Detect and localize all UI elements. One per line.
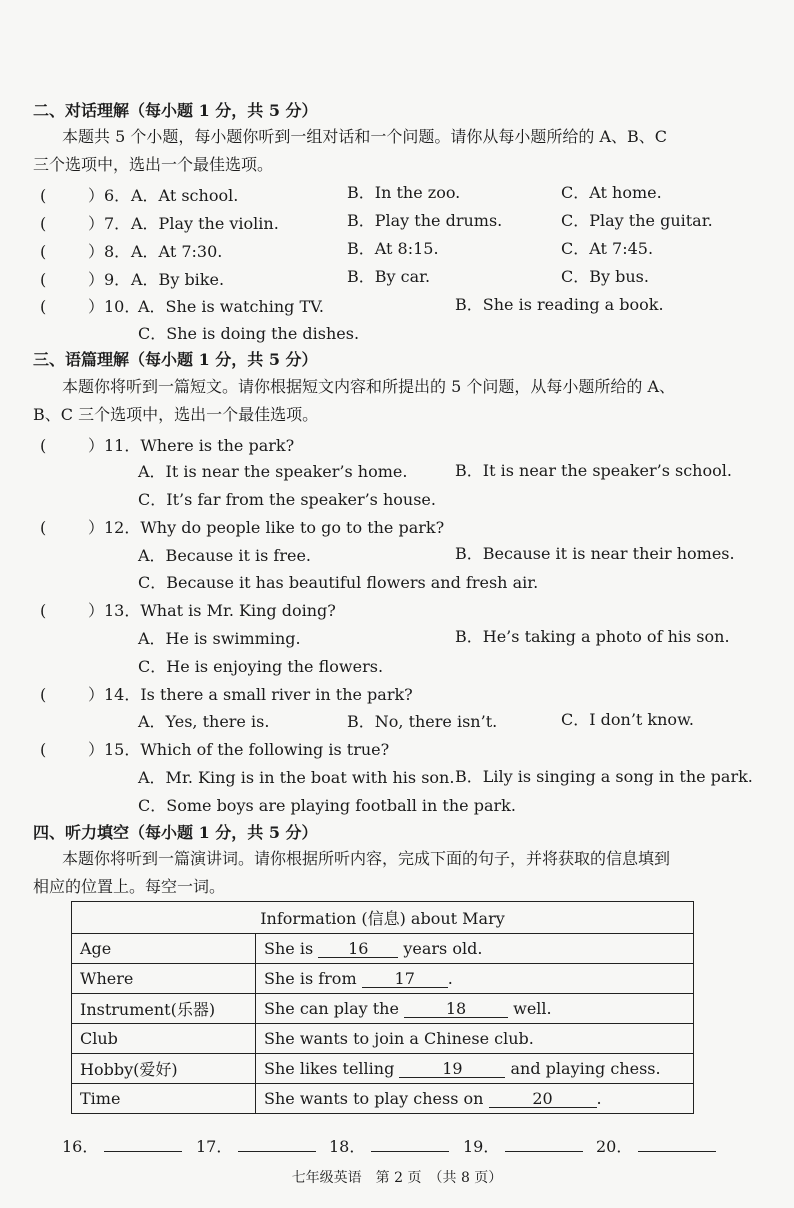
question-13-option-b: B．He’s taking a photo of his son. <box>455 627 730 646</box>
question-11-stem: ）11．Where is the park? <box>88 436 295 455</box>
section-3-instruction-cont: B、C 三个选项中，选出一个最佳选项。 <box>33 405 319 424</box>
table-title: Information (信息) about Mary <box>72 902 694 934</box>
question-8-option-c: C．At 7:45. <box>561 239 654 258</box>
question-9-option-a: A．By bike. <box>131 270 225 289</box>
row-label-instrument: Instrument(乐器) <box>72 994 256 1024</box>
row-label-where: Where <box>72 964 256 994</box>
row-content-hobby <box>256 1054 694 1084</box>
table-row <box>72 964 694 994</box>
page-footer: 七年级英语 第 2 页 （共 8 页） <box>291 1170 503 1186</box>
answer-line <box>371 1137 449 1152</box>
blank-19: 19 <box>399 1061 505 1078</box>
table-row <box>72 1054 694 1084</box>
answer-paren: ( <box>40 214 47 233</box>
answer-label: 18． <box>329 1137 366 1156</box>
answer-paren: ( <box>40 601 47 620</box>
question-15-option-c: C．Some boys are playing football in the park. <box>138 796 516 815</box>
question-8-option-a: A．At 7:30. <box>131 242 223 261</box>
row-content-time <box>256 1084 694 1114</box>
answer-blank-20[interactable] <box>596 1134 716 1157</box>
sentence-end: . <box>447 969 453 988</box>
section-4-instruction-cont: 相应的位置上。每空一词。 <box>33 877 226 896</box>
question-15-option-b: B．Lily is singing a song in the park. <box>455 767 753 786</box>
question-10-option-b: B．She is reading a book. <box>455 295 664 314</box>
mary-info-table <box>71 901 694 1114</box>
question-8-number: ）8． <box>88 242 131 261</box>
answer-line <box>505 1137 583 1152</box>
answer-line <box>104 1137 182 1152</box>
answer-label: 19． <box>463 1137 500 1156</box>
question-12-stem: ）12．Why do people like to go to the park? <box>88 518 445 537</box>
question-13-option-c: C．He is enjoying the flowers. <box>138 657 384 676</box>
answer-paren: ( <box>40 270 47 289</box>
answer-paren: ( <box>40 740 47 759</box>
row-content-club: She wants to join a Chinese club. <box>256 1024 694 1054</box>
row-label-hobby: Hobby(爱好) <box>72 1054 256 1084</box>
question-7-number: ）7． <box>88 214 131 233</box>
question-13-stem: ）13．What is Mr. King doing? <box>88 601 336 620</box>
question-14-stem: ）14．Is there a small river in the park? <box>88 685 413 704</box>
sentence-end: and playing chess. <box>510 1059 661 1078</box>
sentence-start: She wants to play chess on <box>264 1089 484 1108</box>
question-12-option-a: A．Because it is free. <box>138 546 311 565</box>
question-6-option-b: B．In the zoo. <box>347 183 461 202</box>
question-11-option-c: C．It’s far from the speaker’s house. <box>138 490 436 509</box>
question-15-stem: ）15．Which of the following is true? <box>88 740 390 759</box>
question-9-number: ）9． <box>88 270 131 289</box>
section-4-instruction: 本题你将听到一篇演讲词。请你根据所听内容，完成下面的句子，并将获取的信息填到 <box>62 849 671 868</box>
answer-paren: ( <box>40 297 47 316</box>
question-12-option-c: C．Because it has beautiful flowers and fresh air. <box>138 573 539 592</box>
answer-label: 17． <box>196 1137 233 1156</box>
row-label-time: Time <box>72 1084 256 1114</box>
row-label-age: Age <box>72 934 256 964</box>
question-14-option-a: A．Yes, there is. <box>138 712 270 731</box>
blank-16: 16 <box>318 941 398 958</box>
blank-17: 17 <box>362 971 448 988</box>
table-row <box>72 1084 694 1114</box>
section-2-heading: 二、对话理解（每小题 1 分，共 5 分） <box>33 101 318 120</box>
question-6-number: ）6． <box>88 186 131 205</box>
row-content-age <box>256 934 694 964</box>
sentence-start: She can play the <box>264 999 399 1018</box>
table-row <box>72 934 694 964</box>
row-content-instrument <box>256 994 694 1024</box>
question-6-option-a: A．At school. <box>131 186 239 205</box>
answer-label: 20． <box>596 1137 633 1156</box>
question-7-option-c: C．Play the guitar. <box>561 211 713 230</box>
question-13-option-a: A．He is swimming. <box>138 629 301 648</box>
answer-blank-19[interactable] <box>463 1134 583 1157</box>
question-15-option-a: A．Mr. King is in the boat with his son. <box>138 768 455 787</box>
section-2-instruction: 本题共 5 个小题，每小题你听到一组对话和一个问题。请你从每小题所给的 A、B、C <box>62 127 667 146</box>
sentence-start: She is from <box>264 969 357 988</box>
answer-paren: ( <box>40 436 47 455</box>
question-7-option-b: B．Play the drums. <box>347 211 503 230</box>
answer-paren: ( <box>40 242 47 261</box>
question-14-option-c: C．I don’t know. <box>561 710 694 729</box>
question-12-option-b: B．Because it is near their homes. <box>455 544 735 563</box>
sentence-end: years old. <box>403 939 483 958</box>
table-title-row <box>72 902 694 934</box>
question-11-option-b: B．It is near the speaker’s school. <box>455 461 732 480</box>
table-row <box>72 994 694 1024</box>
question-7-option-a: A．Play the violin. <box>131 214 279 233</box>
sentence-start: She is <box>264 939 314 958</box>
question-8-option-b: B．At 8:15. <box>347 239 439 258</box>
answer-line <box>638 1137 716 1152</box>
question-6-option-c: C．At home. <box>561 183 662 202</box>
sentence-end: . <box>596 1089 602 1108</box>
answer-paren: ( <box>40 518 47 537</box>
answer-blank-16[interactable] <box>62 1134 182 1157</box>
row-content-where <box>256 964 694 994</box>
question-10-option-c: C．She is doing the dishes. <box>138 324 360 343</box>
section-4-heading: 四、听力填空（每小题 1 分，共 5 分） <box>33 823 318 842</box>
answer-blank-17[interactable] <box>196 1134 316 1157</box>
answer-blank-18[interactable] <box>329 1134 449 1157</box>
answer-line <box>238 1137 316 1152</box>
sentence-end: well. <box>513 999 552 1018</box>
question-10-option-a: A．She is watching TV. <box>138 297 324 316</box>
blank-18: 18 <box>404 1001 508 1018</box>
question-9-option-c: C．By bus. <box>561 267 649 286</box>
section-3-instruction: 本题你将听到一篇短文。请你根据短文内容和所提出的 5 个问题，从每小题所给的 A、 <box>62 377 675 396</box>
section-3-heading: 三、语篇理解（每小题 1 分，共 5 分） <box>33 350 318 369</box>
row-label-club: Club <box>72 1024 256 1054</box>
sentence-start: She likes telling <box>264 1059 395 1078</box>
answer-paren: ( <box>40 186 47 205</box>
question-10-number: ）10． <box>88 297 141 316</box>
question-14-option-b: B．No, there isn’t. <box>347 712 498 731</box>
section-2-instruction-cont: 三个选项中，选出一个最佳选项。 <box>33 155 274 174</box>
answer-paren: ( <box>40 685 47 704</box>
question-9-option-b: B．By car. <box>347 267 431 286</box>
table-row <box>72 1024 694 1054</box>
answer-label: 16． <box>62 1137 99 1156</box>
question-11-option-a: A．It is near the speaker’s home. <box>138 462 408 481</box>
blank-20: 20 <box>489 1091 597 1108</box>
